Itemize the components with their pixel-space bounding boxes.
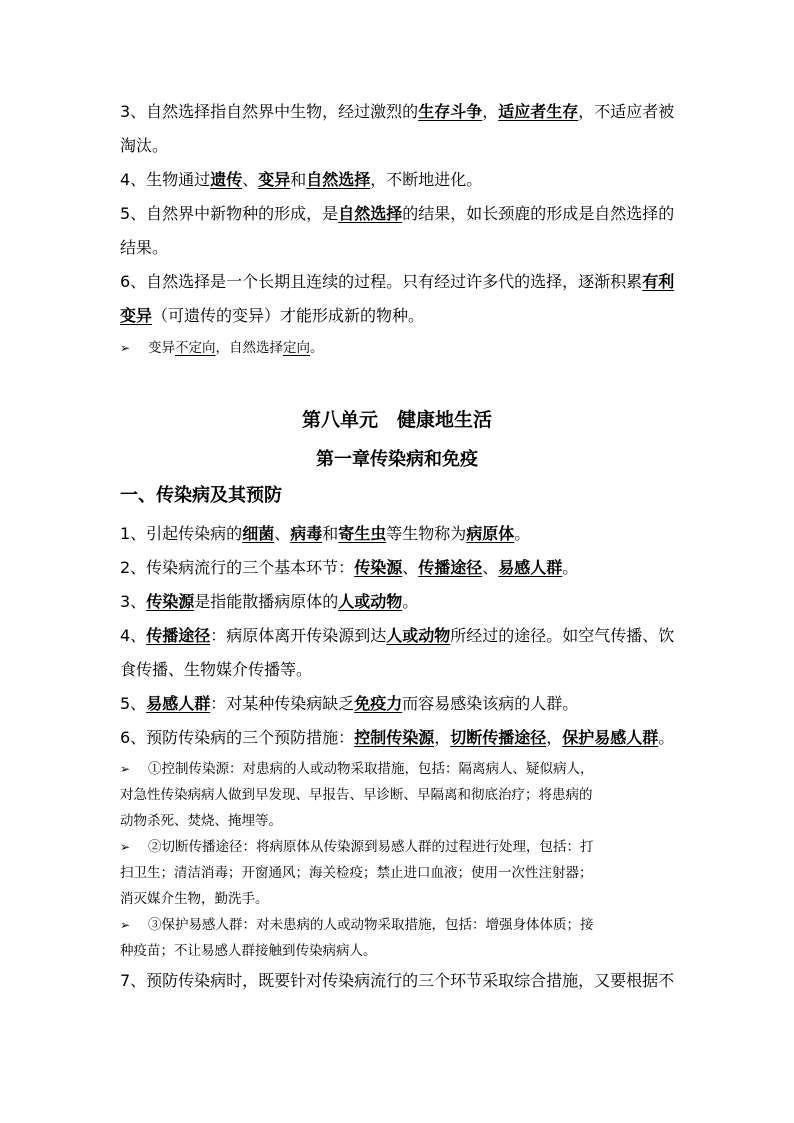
text: 和 xyxy=(322,524,339,543)
text: 变异 xyxy=(148,340,175,356)
text: 1、引起传染病的 xyxy=(120,524,243,543)
keyword-route: 传播途径 xyxy=(418,558,483,577)
text: ， xyxy=(482,102,499,121)
text: 4、 xyxy=(120,626,147,645)
text: 。 xyxy=(658,728,675,747)
text: 、 xyxy=(274,524,291,543)
text-line: 7、预防传染病时，既要针对传染病流行的三个环节采取综合措施，又要根据不 xyxy=(120,971,675,990)
text: 、 xyxy=(402,558,419,577)
text: ，不适应者被 xyxy=(578,102,675,121)
text: 6、自然选择是一个长期且连续的过程。只有经过许多代的选择，逐渐积累 xyxy=(120,272,643,291)
text: 而容易感染该病的人群。 xyxy=(402,694,579,713)
text: 的结果，如长颈鹿的形成是自然选择的 xyxy=(402,204,675,223)
text: ①控制传染源：对患病的人或动物采取措施，包括：隔离病人、疑似病人， xyxy=(148,761,594,777)
keyword-protect-susceptible: 保护易感人群 xyxy=(562,728,659,747)
paragraph-pathogen xyxy=(120,517,678,551)
text: ， xyxy=(434,728,451,747)
text: 6、预防传染病的三个预防措施： xyxy=(120,728,355,747)
text: 。 xyxy=(514,524,531,543)
text-line: 食传播、生物媒介传播等。 xyxy=(120,660,313,679)
note-protect-susceptible xyxy=(120,912,680,964)
keyword-natural-selection: 自然选择 xyxy=(306,170,371,189)
text: 。 xyxy=(310,340,324,356)
paragraph-susceptible-definition xyxy=(120,687,678,721)
text: ：对某种传染病缺乏 xyxy=(210,694,355,713)
keyword-source: 传染源 xyxy=(354,558,403,577)
text-line: 扫卫生；清洁消毒；开窗通风；海关检疫；禁止进口血液；使用一次性注射器； xyxy=(120,865,593,881)
keyword-virus: 病毒 xyxy=(290,524,323,543)
note-control-source xyxy=(120,756,680,834)
arrow-bullet-icon: ➢ xyxy=(120,762,131,776)
arrow-bullet-icon: ➢ xyxy=(120,341,131,355)
keyword-natural-selection: 自然选择 xyxy=(338,204,403,223)
text: 。 xyxy=(402,592,419,611)
text: ③保护易感人群：对未患病的人或动物采取措施，包括：增强身体体质；接 xyxy=(148,917,594,933)
keyword-source: 传染源 xyxy=(146,592,195,611)
keyword-human-or-animal: 人或动物 xyxy=(386,626,451,645)
text: 和 xyxy=(290,170,307,189)
keyword-susceptible: 易感人群 xyxy=(498,558,563,577)
text: ：病原体离开传染源到达 xyxy=(210,626,387,645)
arrow-bullet-icon: ➢ xyxy=(120,840,131,854)
text: 等生物称为 xyxy=(386,524,467,543)
paragraph-route-definition xyxy=(120,619,678,687)
text: 2、传染病流行的三个基本环节： xyxy=(120,558,355,577)
paragraph-three-links xyxy=(120,551,678,585)
keyword-bacteria: 细菌 xyxy=(242,524,275,543)
keyword-beneficial: 有利 xyxy=(642,272,675,291)
underlined-text: 不定向 xyxy=(175,340,216,356)
paragraph-evolution-means xyxy=(120,163,678,197)
text-line: 种疫苗；不让易感人群接触到传染病病人。 xyxy=(120,943,377,959)
paragraph-prevention-combined xyxy=(120,964,678,998)
unit-title: 第八单元 健康地生活 xyxy=(301,409,492,431)
keyword-cut-route: 切断传播途径 xyxy=(450,728,547,747)
keyword-survival-fittest: 适应者生存 xyxy=(498,102,579,121)
text: 3、自然选择指自然界中生物，经过激烈的 xyxy=(120,102,419,121)
keyword-human-or-animal: 人或动物 xyxy=(338,592,403,611)
keyword-heredity: 遗传 xyxy=(210,170,243,189)
keyword-pathogen: 病原体 xyxy=(466,524,515,543)
paragraph-three-measures xyxy=(120,721,678,755)
paragraph-new-species xyxy=(120,197,678,265)
text-line: 动物杀死、焚烧、掩埋等。 xyxy=(120,813,282,829)
text-line: 对急性传染病病人做到早发现、早报告、早诊断、早隔离和彻底治疗；将患病的 xyxy=(120,787,593,803)
text: 所经过的途径。如空气传播、饮 xyxy=(450,626,675,645)
arrow-bullet-icon: ➢ xyxy=(120,918,131,932)
text: 是指能散播病原体的 xyxy=(194,592,339,611)
keyword-control-source: 控制传染源 xyxy=(354,728,435,747)
text: 5、 xyxy=(120,694,147,713)
keyword-immunity: 免疫力 xyxy=(354,694,403,713)
keyword-susceptible: 易感人群 xyxy=(146,694,211,713)
text: 。 xyxy=(562,558,579,577)
paragraph-source-definition xyxy=(120,585,678,619)
text: 5、自然界中新物种的形成，是 xyxy=(120,204,339,223)
text: ， xyxy=(546,728,563,747)
text: 4、生物通过 xyxy=(120,170,211,189)
keyword-parasite: 寄生虫 xyxy=(338,524,387,543)
paragraph-natural-selection-definition xyxy=(120,95,678,163)
text: 、 xyxy=(242,170,259,189)
text-line: 结果。 xyxy=(120,238,169,257)
text: （可遗传的变异）才能形成新的物种。 xyxy=(152,306,425,325)
text: ②切断传播途径：将病原体从传染源到易感人群的过程进行处理，包括：打 xyxy=(148,839,594,855)
note-cut-route xyxy=(120,834,680,912)
keyword-route: 传播途径 xyxy=(146,626,211,645)
text: ，自然选择 xyxy=(215,340,283,356)
keyword-variation: 变异 xyxy=(120,306,153,325)
paragraph-long-process xyxy=(120,265,678,333)
text: 3、 xyxy=(120,592,147,611)
text: ，不断地进化。 xyxy=(370,170,483,189)
chapter-title: 第一章传染病和免疫 xyxy=(316,449,478,470)
text-line: 淘汰。 xyxy=(120,136,169,155)
section-title: 一、传染病及其预防 xyxy=(120,485,282,506)
keyword-variation: 变异 xyxy=(258,170,291,189)
text-line: 消灭媒介生物，勤洗手。 xyxy=(120,891,269,907)
text: 、 xyxy=(482,558,499,577)
note-variation-direction xyxy=(120,335,680,361)
keyword-struggle: 生存斗争 xyxy=(418,102,483,121)
underlined-text: 定向 xyxy=(283,340,310,356)
